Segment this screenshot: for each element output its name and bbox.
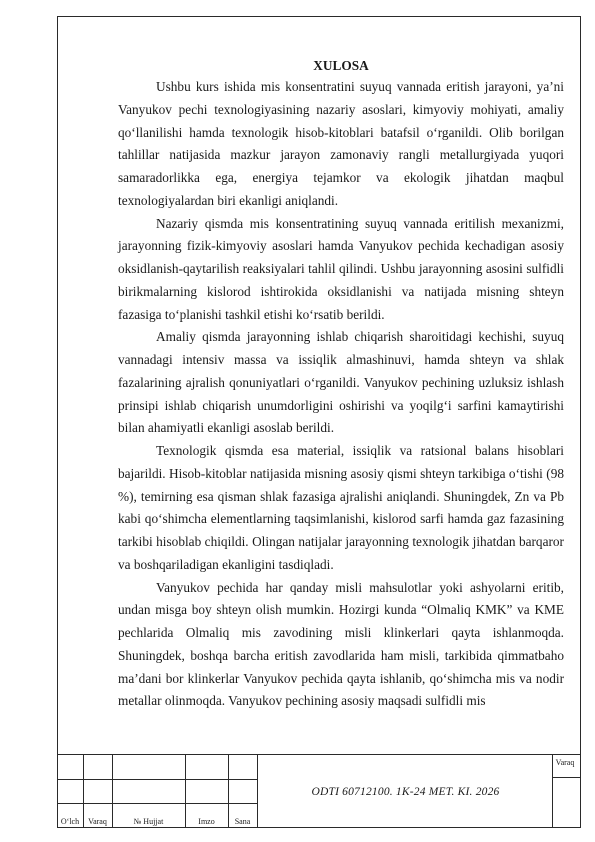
paragraph-2: Nazariy qismda mis konsentratining suyuq vannada eritilish mexanizmi, jarayonning fizik-kimyoviy asoslari hamda Vanyukov pechida kechadigan asosiy oksidlanish-qaytarilish reaksiyalari tahlil qilindi. Ushbu jarayonning asosini sulfidli birikmalarning kislorod ishtirokida oksidlanishi va natijada misning shteyn fazasiga to‘planishi tashkil etishi ko‘rsatib berildi. [118,215,564,322]
stamp-label-hujjat: № Hujjat [133,817,164,826]
paragraph-3: Amaliy qismda jarayonning ishlab chiqarish sharoitidagi kechishi, suyuq vannadagi intensiv massa va issiqlik almashinuvi, hamda shteyn va shlak fazalarining ajralish qonuniyatlari o‘rganildi. Vanyukov pechining uzluksiz ishlash prinsipi ishlab chiqarish unumdorligini oshirishi va yoqilg‘i sarfini kamaytirishi bilan ahamiyatli ekanligi asoslab berildi. [118,329,564,436]
stamp-row-line [552,777,581,778]
stamp-label-varaq: Varaq [88,817,107,826]
paragraph-1: Ushbu kurs ishida mis konsentratini suyuq vannada eritish jarayoni, ya’ni Vanyukov pechi texnologiyasining nazariy asoslari, kimyoviy mohiyati, amaliy qo‘llanilishi hamda texnologik hisob-kitoblari batafsil o‘rganildi. Olib borilgan tahlillar natijasida mazkur jarayon zamonaviy rangli metallurgiyada yuqori samaradorlikka ega, energiya tejamkor va ekologik jihatdan maqbul texnologiyalardan biri ekanligi aniqlandi. [118,79,564,208]
document-title: XULOSA [313,58,369,73]
stamp-divider [257,755,258,828]
stamp-row-line [57,803,257,804]
stamp-label-sheet: Varaq [555,758,575,767]
stamp-row-line [57,779,257,780]
stamp-label-olch: O‘lch [60,817,80,826]
document-body [118,56,564,713]
paragraph-5: Vanyukov pechida har qanday misli mahsulotlar yoki ashyolarni eritib, undan misga boy shteyn olish mumkin. Hozirgi kunda “Olmaliq KMK” va KME pechlarida Olmaliq mis zavodining misli klinkerlari qayta ishlanmoqda. Shuningdek, boshqa barcha eritish zavodlarida ham misli, tarkibida qimmatbaho ma’dani bor klinkerlar Vanyukov pechida qayta ishlanib, qo‘shimcha mis va nodir metallar olinmoqda. Vanyukov pechining asosiy maqsadi sulfidli mis [118,579,564,709]
stamp-label-imzo: Imzo [198,817,215,826]
title-block [57,754,581,828]
stamp-label-sana: Sana [234,817,251,826]
paragraph-4: Texnologik qismda esa material, issiqlik va ratsional balans hisoblari bajarildi. Hisob-kitoblar natijasida misning asosiy qismi shteyn tarkibiga o‘tishi (98 %), temirning esa qisman shlak fazasiga ajralishi aniqlandi. Shuningdek, Zn va Pb kabi qo‘shimcha elementlarning taqsimlanishi, kislorod sarfi hamda gaz fazasining tarkibi hisoblab chiqildi. Olingan natijalar jarayonning texnologik jihatdan barqaror va boshqariladigan ekanligini tasdiqladi. [118,443,564,572]
document-code: ODTI 60712100. 1K-24 MET. KI. 2026 [311,785,500,798]
